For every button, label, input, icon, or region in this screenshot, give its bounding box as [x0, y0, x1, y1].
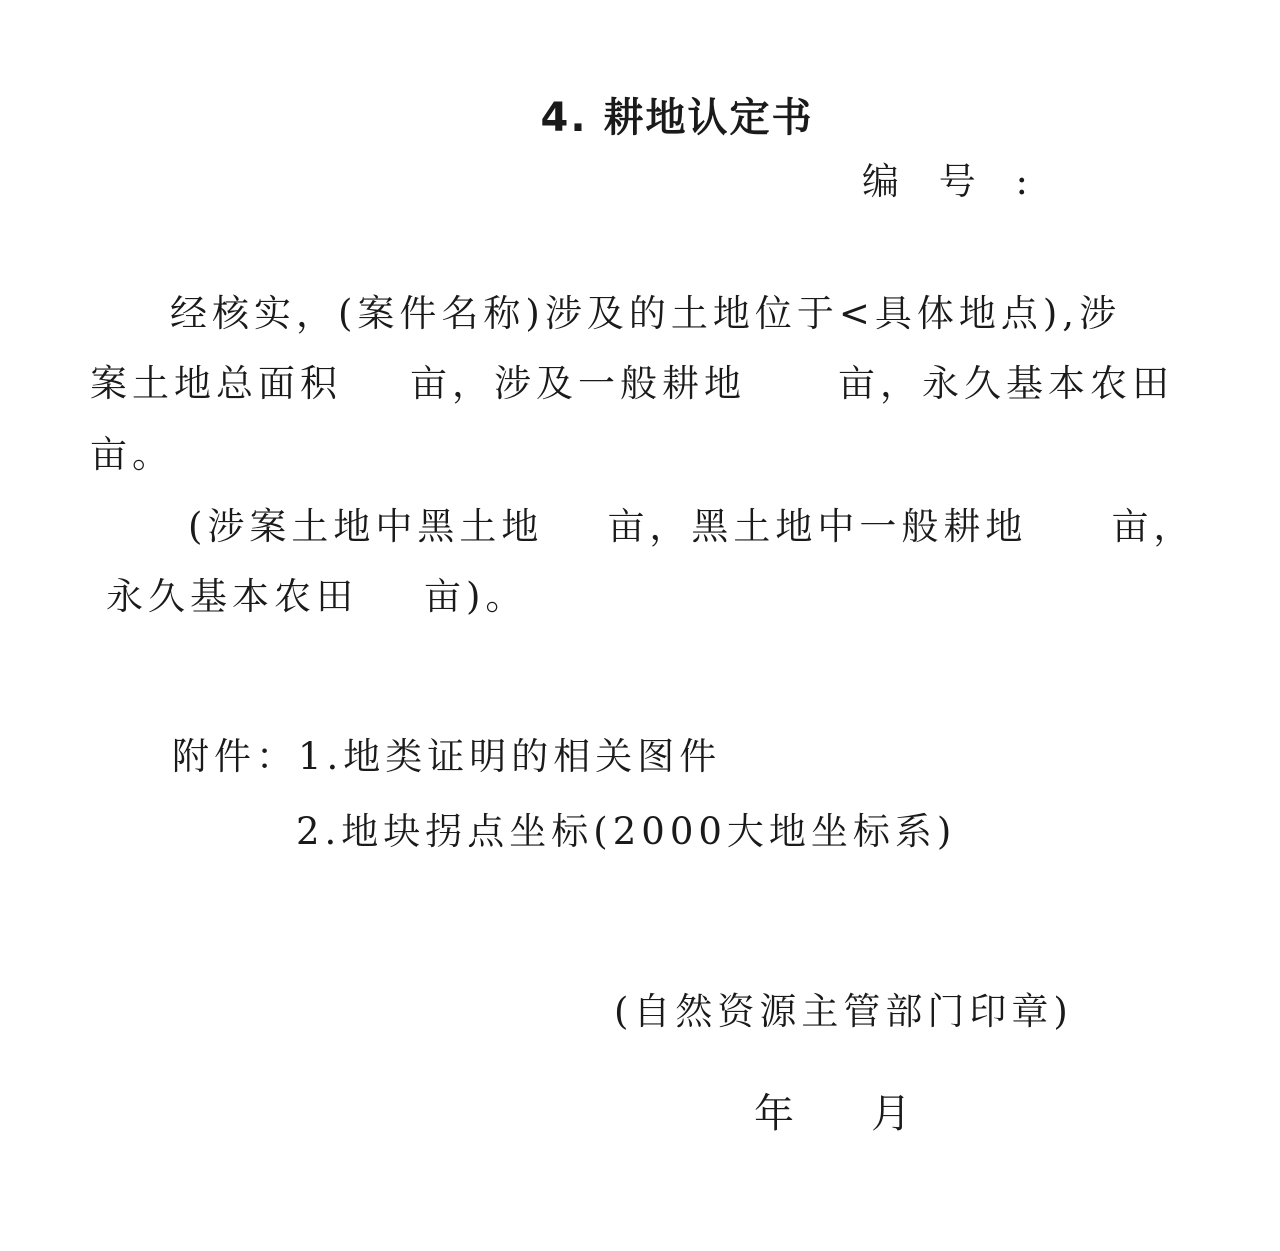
black-soil-basic-farmland-label: 永久基本农田 [106, 575, 358, 618]
paragraph-1-line-3: 亩。 [90, 433, 174, 476]
paragraph-1-line-2 [90, 360, 1174, 408]
attachment-item-1: 1.地类证明的相关图件 [298, 735, 722, 778]
date-month-label: 月 [871, 1091, 916, 1137]
black-soil-label: (涉案土地中黑土地 [188, 505, 544, 548]
general-farmland-label: 亩，涉及一般耕地 [410, 362, 746, 405]
total-area-label: 案土地总面积 [90, 362, 342, 405]
date-year-label: 年 [754, 1091, 799, 1137]
seal-placeholder: (自然资源主管部门印章) [614, 990, 1073, 1033]
document-title: 4. 耕地认定书 [540, 95, 814, 141]
paragraph-2-line-1 [188, 503, 1195, 551]
paragraph-2-line-2 [106, 573, 527, 621]
attachments-line-1 [172, 733, 721, 781]
date-line [754, 1090, 916, 1138]
document-number-label: 编 号 : [862, 160, 1042, 203]
attachments-label: 附件： [172, 735, 298, 778]
black-soil-basic-farmland-unit: 亩)。 [424, 575, 528, 618]
basic-farmland-label: 亩，永久基本农田 [838, 362, 1174, 405]
black-soil-unit: 亩， [1111, 505, 1196, 548]
paragraph-1-line-1: 经核实，(案件名称)涉及的土地位于<具体地点),涉 [170, 292, 1122, 335]
attachment-item-2: 2.地块拐点坐标(2000大地坐标系) [296, 810, 957, 853]
black-soil-general-farmland-label: 亩，黑土地中一般耕地 [607, 505, 1028, 548]
